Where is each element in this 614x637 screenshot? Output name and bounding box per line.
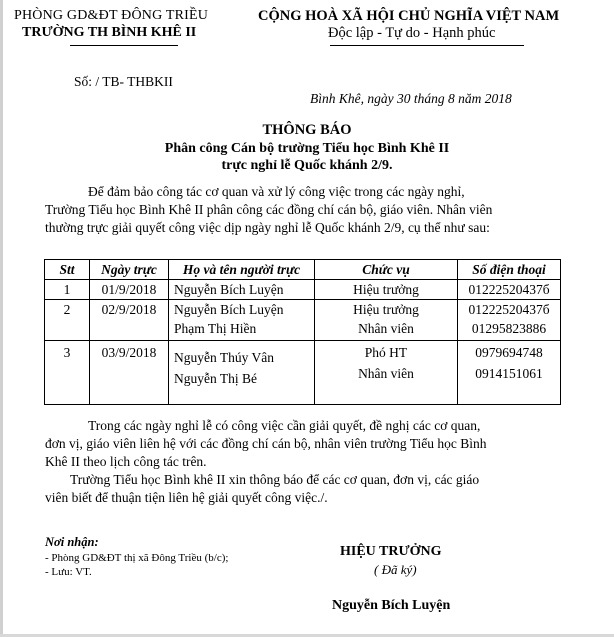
page-left-edge [0,0,3,637]
role-text: Phó HT [364,345,408,360]
intro-line: thường trực giải quyết công việc dịp ngày nghỉ lễ Quốc khánh 2/9, cụ thể như sau: [45,220,490,235]
signer-name: Nguyễn Bích Luyện [332,598,451,613]
table-row [45,300,561,341]
table-row [45,280,561,300]
national-motto: Độc lập - Tự do - Hạnh phúc [328,25,496,41]
header-stt: Stt [45,260,90,280]
cell-phone [458,300,561,341]
agency-name: PHÒNG GD&ĐT ĐÔNG TRIỀU [14,8,209,23]
document-number: Số: / TB- THBKII [74,74,173,89]
role-text: Hiệu trưởng [353,302,419,317]
phone-text: 01222520437б [468,282,550,297]
closing-line: viên biết để thuận tiện liên hệ giải quyết công việc./. [45,490,328,505]
cell-role [315,341,458,405]
notice-subtitle-2: trực nghỉ lễ Quốc khánh 2/9. [221,158,393,173]
school-name: TRƯỜNG TH BÌNH KHÊ II [22,25,197,40]
recipient-item: - Phòng GD&ĐT thị xã Đông Triều (b/c); [45,552,229,564]
closing-line: Khê II theo lịch công tác trên. [45,454,207,469]
header-role: Chức vụ [315,260,458,280]
role-text: Hiệu trưởng [353,282,419,297]
closing-line: đơn vị, giáo viên liên hệ với các đồng chí cán bộ, nhân viên trường Tiểu học Bình [45,436,487,451]
header-name: Họ và tên người trực [169,260,315,280]
place-date: Bình Khê, ngày 30 tháng 8 năm 2018 [310,91,512,106]
intro-line: Trường Tiểu học Bình Khê II phân công các đồng chí cán bộ, giáo viên. Nhân viên [45,202,493,217]
phone-text: 01222520437б [468,302,550,317]
motto-underline [330,45,524,46]
cell-date: 03/9/2018 [90,341,169,405]
cell-phone [458,341,561,405]
table-header-row [45,260,561,280]
phone-text: 0914151061 [475,366,543,381]
person-name: Phạm Thị Hiền [174,321,257,336]
header-phone: Số điện thoại [458,260,561,280]
cell-role [315,280,458,300]
agency-underline [70,45,178,46]
cell-role [315,300,458,341]
phone-text: 0979694748 [475,345,543,360]
closing-line: Trường Tiểu học Bình khê II xin thông báo để các cơ quan, đơn vị, các giáo [70,472,480,487]
closing-line: Trong các ngày nghỉ lễ có công việc cần giải quyết, đề nghị các cơ quan, [88,418,481,433]
cell-stt: 3 [45,341,90,405]
role-text: Nhân viên [358,366,414,381]
cell-phone [458,280,561,300]
phone-text: 01295823886 [471,321,547,336]
person-name: Nguyễn Thị Bé [174,371,257,386]
cell-stt: 2 [45,300,90,341]
recipient-item: - Lưu: VT. [45,566,92,578]
cell-name [169,280,315,300]
person-name: Nguyễn Bích Luyện [174,302,284,317]
header-date: Ngày trực [90,260,169,280]
person-name: Nguyễn Thúy Vân [174,350,274,365]
cell-stt: 1 [45,280,90,300]
recipients-title: Nơi nhận: [45,535,99,549]
signer-title: HIỆU TRƯỞNG [340,544,442,559]
duty-table [44,259,561,405]
intro-paragraph [45,183,575,237]
cell-date: 02/9/2018 [90,300,169,341]
table-row [45,341,561,405]
notice-subtitle-1: Phân công Cán bộ trường Tiểu học Bình Khê II [164,141,450,156]
signed-note: ( Đã ký) [374,562,417,577]
cell-date: 01/9/2018 [90,280,169,300]
closing-paragraph [45,417,575,507]
national-title: CỘNG HOÀ XÃ HỘI CHỦ NGHĨA VIỆT NAM [258,8,560,24]
notice-title: THÔNG BÁO [262,122,352,138]
cell-name [169,300,315,341]
cell-name [169,341,315,405]
intro-line: Để đảm bảo công tác cơ quan và xử lý công việc trong các ngày nghỉ, [88,184,465,199]
role-text: Nhân viên [358,321,414,336]
person-name: Nguyễn Bích Luyện [174,282,284,297]
